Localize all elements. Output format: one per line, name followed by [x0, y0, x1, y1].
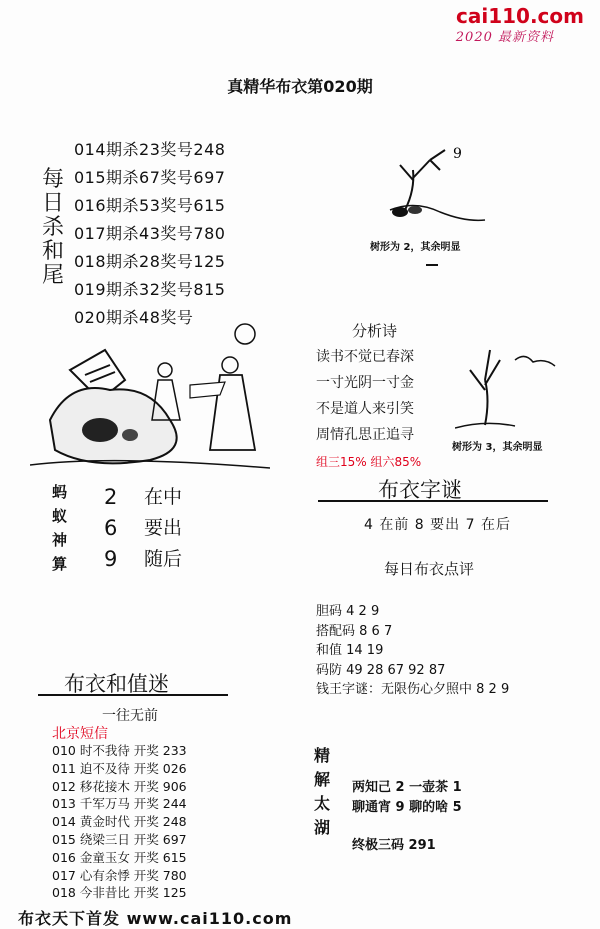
tree-sketch-icon [455, 340, 570, 435]
site-logo: cai110.com [456, 4, 584, 28]
list-item: 016 金童玉女 开奖 615 [52, 849, 187, 865]
footer-banner: 布衣天下首发 www.cai110.com [18, 909, 293, 928]
group-ratio: 组三15% 组六85% [316, 455, 422, 469]
list-item: 014期杀23奖号248 [74, 140, 226, 159]
list-item: 014 黄金时代 开奖 248 [52, 814, 187, 830]
jing-lines [352, 778, 462, 818]
list-item: 013 千军万马 开奖 244 [52, 796, 187, 812]
final-three-codes: 终极三码 291 [352, 838, 436, 853]
jing-line: 聊通宵 9 聊的啥 5 [352, 800, 462, 815]
review-title: 每日布衣点评 [384, 560, 475, 578]
ant-number: 6 [104, 516, 118, 540]
list-item: 015期杀67奖号697 [74, 168, 226, 187]
page-title: 真精华布衣第020期 [227, 77, 373, 96]
list-item: 017期杀43奖号780 [74, 224, 226, 243]
list-item: 019期杀32奖号815 [74, 280, 226, 299]
poem-lines [316, 344, 414, 448]
divider [426, 264, 438, 266]
divider [38, 694, 228, 696]
ancient-scene-illustration-icon [30, 320, 270, 475]
poem-line: 读书不觉已春深 [316, 349, 414, 365]
daily-kill-list [74, 136, 225, 332]
code-line: 搭配码 8 6 7 [316, 623, 393, 639]
sum-riddle-list [52, 742, 187, 902]
riddle-text: 4 在前 8 要出 7 在后 [364, 517, 511, 533]
ant-word: 在中 [144, 486, 183, 508]
list-item: 017 心有余悸 开奖 780 [52, 867, 187, 883]
ant-numbers [104, 482, 117, 575]
list-item: 016期杀53奖号615 [74, 196, 226, 215]
beijing-sms-label: 北京短信 [52, 726, 108, 742]
code-line: 码防 49 28 67 92 87 [316, 662, 446, 678]
jing-line: 两知己 2 一壶茶 1 [352, 780, 462, 795]
poem-line: 周情孔思正追寻 [316, 427, 414, 443]
poem-line: 不是道人来引笑 [316, 401, 414, 417]
divider [318, 500, 548, 502]
ant-label: 蚂蚁神算 [52, 483, 68, 573]
year-tag: 2020 最新资料 [455, 30, 554, 45]
list-item: 010 时不我待 开奖 233 [52, 743, 187, 758]
review-codes [316, 602, 509, 700]
tree-caption: 树形为 3，其余明显 [452, 442, 543, 453]
code-line: 钱王字谜：无限伤心夕照中 8 2 9 [316, 682, 510, 697]
svg-text:9: 9 [453, 146, 462, 162]
poem-title: 分析诗 [352, 322, 398, 340]
ant-words [144, 482, 182, 575]
jing-label: 精解太湖 [314, 746, 331, 837]
list-item: 018期杀28奖号125 [74, 252, 226, 271]
sum-riddle-subtitle: 一往无前 [102, 708, 158, 724]
list-item: 018 今非昔比 开奖 125 [52, 885, 187, 901]
ant-number: 9 [104, 547, 118, 571]
ant-word: 要出 [144, 517, 183, 539]
tree-sketch-icon [385, 140, 495, 235]
list-item: 012 移花接木 开奖 906 [52, 778, 187, 794]
code-line: 胆码 4 2 9 [316, 604, 380, 619]
daily-kill-label: 每日杀和尾 [42, 167, 65, 288]
code-line: 和值 14 19 [316, 643, 384, 658]
poem-line: 一寸光阴一寸金 [316, 375, 414, 391]
ant-word: 随后 [144, 548, 183, 570]
sum-riddle-title: 布衣和值迷 [64, 672, 169, 696]
riddle-title: 布衣字谜 [378, 478, 462, 502]
tree-caption: 树形为 2，其余明显 [370, 242, 461, 253]
list-item: 011 迫不及待 开奖 026 [52, 760, 187, 776]
ant-number: 2 [104, 485, 118, 509]
list-item: 020期杀48奖号 [74, 308, 194, 327]
list-item: 015 绕梁三日 开奖 697 [52, 831, 187, 847]
